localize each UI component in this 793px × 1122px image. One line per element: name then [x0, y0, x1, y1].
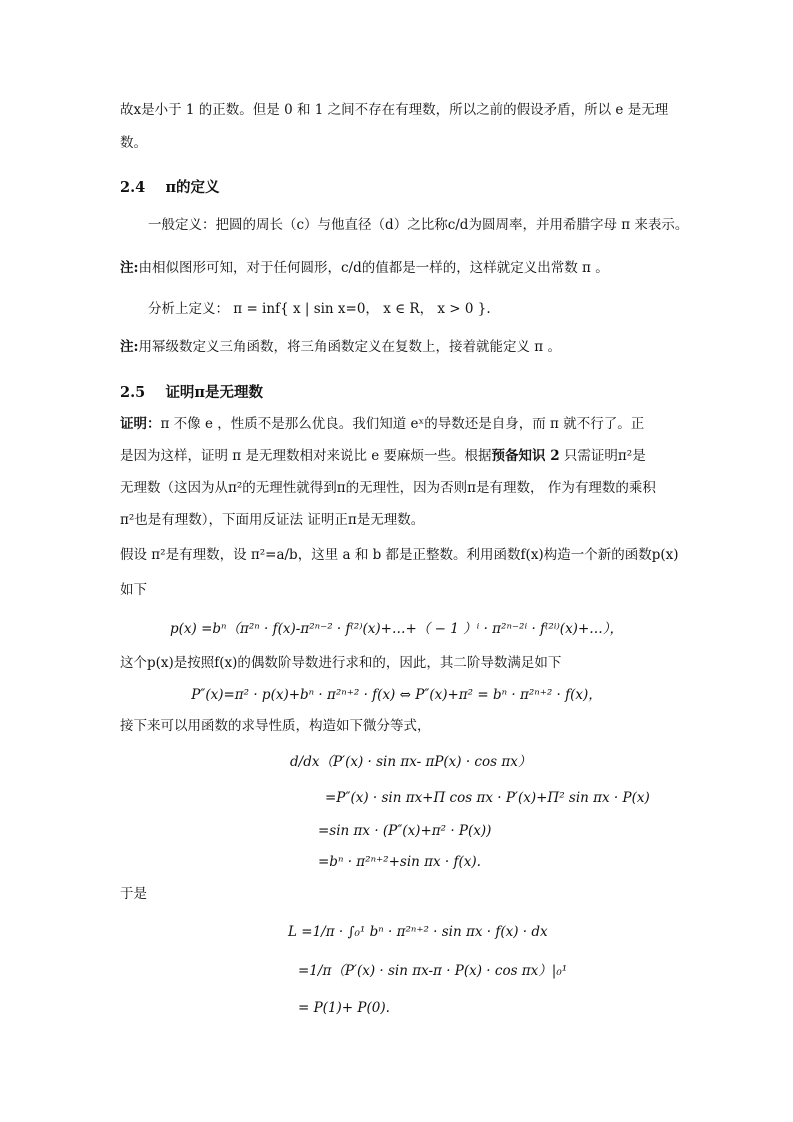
section-number: 2.4	[120, 179, 146, 196]
paragraph-line: 数。	[120, 135, 147, 151]
proof-line	[120, 414, 644, 434]
section-heading-2-4	[120, 178, 220, 198]
proof-line: 假设 π²是有理数，设 π²=a/b，这里 a 和 b 都是正整数。利用函数f(x)构造一个新的函数p(x)	[120, 547, 679, 563]
equation-derivative-step: =bⁿ · π²ⁿ⁺²+sin πx · f(x).	[318, 854, 481, 870]
equation-second-derivative: P″(x)=π² · p(x)+bⁿ · π²ⁿ⁺² · f(x) ⇔ P″(x)+π² = bⁿ · π²ⁿ⁺² · f(x)，	[191, 687, 602, 703]
proof-line: 于是	[120, 886, 147, 902]
definition-line: 一般定义：把圆的周长（c）与他直径（d）之比称c/d为圆周率，并用希腊字母 π 来表示。	[148, 217, 689, 233]
proof-line	[120, 446, 646, 466]
section-number: 2.5	[120, 384, 146, 401]
equation-integral-result: = P(1)+ P(0).	[298, 1000, 390, 1016]
equation-derivative: d/dx（P′(x) · sin πx- πP(x) · cos πx）	[290, 754, 532, 770]
note-line	[120, 337, 561, 357]
proof-line: 接下来可以用函数的求导性质，构造如下微分等式，	[120, 718, 431, 734]
section-title: π的定义	[165, 179, 220, 196]
proof-line: 这个p(x)是按照f(x)的偶数阶导数进行求和的，因此，其二阶导数满足如下	[120, 655, 562, 671]
proof-label: 证明：	[120, 416, 161, 432]
note-line	[120, 258, 609, 278]
equation-integral-step: =1/π（P′(x) · sin πx-π · P(x) · cos πx）|₀¹	[298, 963, 568, 979]
equation-integral: L =1/π · ∫₀¹ bⁿ · π²ⁿ⁺² · sin πx · f(x) · dx	[288, 924, 548, 940]
section-title: 证明π是无理数	[165, 384, 264, 401]
section-heading-2-5	[120, 383, 263, 403]
equation-p-of-x: p(x) =bⁿ（π²ⁿ · f(x)-π²ⁿ⁻² · f⁽²⁾(x)+…+（ − 1 ）ⁱ · π²ⁿ⁻²ⁱ · f⁽²ⁱ⁾(x)+…），	[169, 621, 624, 637]
note-text: 用幂级数定义三角函数，将三角函数定义在复数上，接着就能定义 π 。	[138, 339, 561, 355]
proof-text: 只需证明π²是	[559, 448, 646, 464]
proof-line: 无理数（这因为从π²的无理性就得到π的无理性，因为否则π是有理数， 作为有理数的乘积	[120, 480, 656, 496]
note-label: 注:	[120, 339, 139, 355]
equation-derivative-step: =P″(x) · sin πx+Π cos πx · P′(x)+Π² sin πx · P(x)	[325, 790, 650, 806]
equation-derivative-step: =sin πx · (P″(x)+π² · P(x))	[318, 823, 492, 839]
proof-text: 是因为这样，证明 π 是无理数相对来说比 e 要麻烦一些。根据	[120, 448, 492, 464]
reference-bold: 预备知识 2	[491, 448, 560, 464]
note-label: 注:	[120, 260, 139, 276]
note-text: 由相似图形可知，对于任何圆形，c/d的值都是一样的，这样就定义出常数 π 。	[138, 260, 609, 276]
proof-line: π²也是有理数），下面用反证法 证明正π是无理数。	[120, 512, 425, 528]
analytic-definition: 分析上定义： π = inf{ x | sin x=0， x ∈ R， x > 0 }.	[148, 301, 491, 317]
proof-line: 如下	[120, 582, 147, 598]
proof-text: π 不像 e ，性质不是那么优良。我们知道 eˣ的导数还是自身，而 π 就不行了。正	[160, 416, 645, 432]
paragraph-line: 故x是小于 1 的正数。但是 0 和 1 之间不存在有理数，所以之前的假设矛盾，所以 e 是无理	[120, 102, 669, 118]
